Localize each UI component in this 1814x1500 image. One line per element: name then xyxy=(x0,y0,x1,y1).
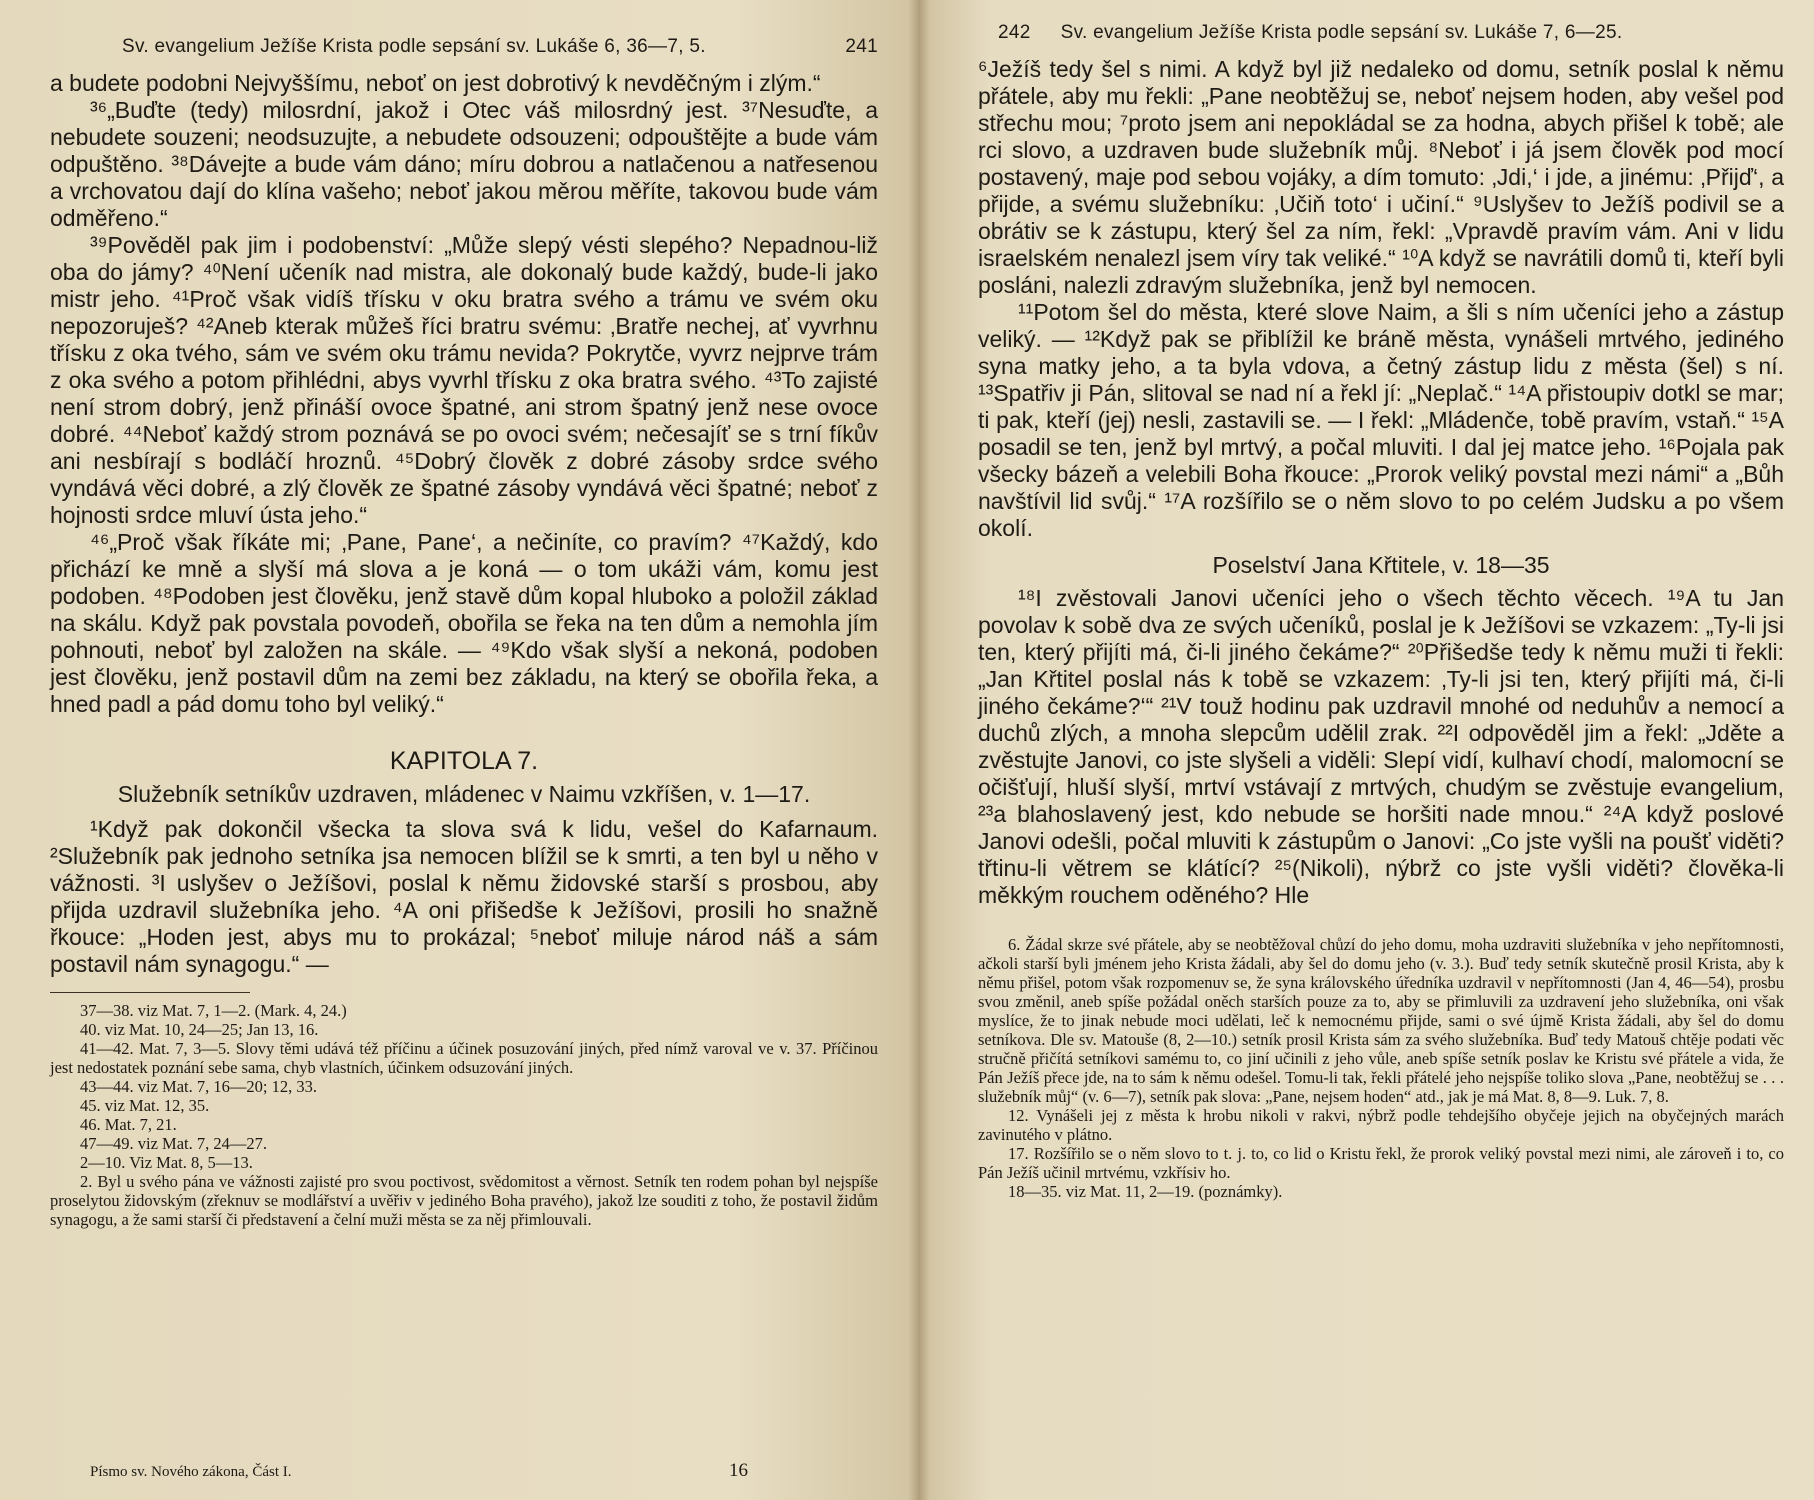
footnote: 47—49. viz Mat. 7, 24—27. xyxy=(80,1134,267,1153)
paragraph: ¹⁸I zvěstovali Janovi učeníci jeho o všech těchto věcech. ¹⁹A tu Jan povolav k sobě dva ze svých učeníků, poslal je k Ježíšovi se vzkazem: „Ty-li jsi ten, který přijíti má, či-li jiného čekáme?“ ²⁰Přišedše tedy k němu muži ti řekli: „Jan Křtitel poslal nás k tobě se vzkazem: ‚Ty-li jsi ten, který přijíti má, či-li jiného čekáme?‘“ ²¹V touž hodinu pak uzdravil mnohé od neduhův a nemocí a duchů zlých, a mnoha slepcům udělil zrak. ²²I odpověděl jim a řekl: „Jděte a zvěstujte Janovi, co jste slyšeli a viděli: Slepí vidí, kulhaví chodí, malomocní se očišťují, hluší slyší, mrtví vstávají z mrtvých, chudým se zvěstuje evangelium, ²³a blahoslavený jest, kdo nebude se horšiti nade mnou.“ ²⁴A když poslové Janovi odešli, počal mluviti k zástupům o Janovi: „Co jste vyšli na poušť viděti? třtinu-li větrem se klátící? ²⁵(Nikoli), nýbrž co jste vyšli viděti? člověka-li měkkým rouchem oděného? Hle xyxy=(978,585,1784,908)
chapter-heading: KAPITOLA 7. xyxy=(389,747,539,775)
paragraph: ³⁹Pověděl pak jim i podobenství: „Může slepý vésti slepého? Nepadnou-liž oba do jámy? ⁴⁰Není učeník nad mistra, ale dokonalý bude každý, bude-li jako mistr jeho. ⁴¹Proč však vidíš třísku v oku bratra svého a trámu ve svém oku nepozoruješ? ⁴²Aneb kterak můžeš říci bratru svému: ‚Bratře nechej, ať vyvrhnu třísku z oka tvého, sám ve svém oku trámu nevida? Pokrytče, vyvrz nejprve trám z oka svého a potom přihlédni, abys vyvrhl třísku z oka bratra svého. ⁴³To zajisté není strom dobrý, jenž přináší ovoce špatné, ani strom špatný jenž nese ovoce dobré. ⁴⁴Neboť každý strom poznává se po ovoci svém; nečesajíť se s trní fíkův ani nesbírají s bodláčí hroznů. ⁴⁵Dobrý člověk z dobré zásoby srdce svého vyndává věci dobré, a zlý člověk ze špatné zásoby vyndává věci špatné; neboť z hojnosti srdce mluví ústa jeho.“ xyxy=(50,232,878,528)
right-page-header xyxy=(978,18,1784,44)
paragraph: a budete podobni Nejvyššímu, neboť on jest dobrotivý k nevděčným i zlým.“ xyxy=(50,70,821,96)
paragraph: ³⁶„Buďte (tedy) milosrdní, jakož i Otec váš milosrdný jest. ³⁷Nesuďte, a nebudete souzeni; neodsuzujte, a nebudete odsouzeni; odpouštějte a bude vám odpuštěno. ³⁸Dávejte a bude vám dáno; míru dobrou a natlačenou a natřesenou a vrchovatou dají do klína vašeho; neboť jakou měrou měříte, takovou bude vám odměřeno.“ xyxy=(50,97,878,231)
footnote: 45. viz Mat. 12, 35. xyxy=(80,1096,210,1115)
section-heading: Poselství Jana Křtitele, v. 18—35 xyxy=(1212,552,1550,578)
left-page-header xyxy=(50,30,878,58)
left-body-text xyxy=(50,70,878,978)
footnote: 12. Vynášeli jej z města k hrobu nikoli v rakvi, nýbrž podle tehdejšího obyčeje jejich na obyčejných marách zavinutého v plátno. xyxy=(978,1106,1784,1144)
paragraph: ¹Když pak dokončil všecka ta slova svá k lidu, vešel do Kafarnaum. ²Služebník pak jednoho setníka jsa nemocen blížil se k smrti, a ten byl u něho v vážnosti. ³I uslyšev o Ježíšovi, poslal k němu židovské starší s prosbou, aby přijda uzdravil služebníka jeho. ⁴A oni přišedše k Ježíšovi, prosili ho snažně řkouce: „Hoden jest, abys mu to prokázal; ⁵neboť miluje národ náš a sám postavil nám synagogu.“ — xyxy=(50,816,878,977)
footnote: 46. Mat. 7, 21. xyxy=(80,1115,177,1134)
footnote: 2—10. Viz Mat. 8, 5—13. xyxy=(80,1153,253,1172)
chapter-subheading: Služebník setníkův uzdraven, mládenec v Naimu vzkříšen, v. 1—17. xyxy=(117,781,811,807)
left-footnotes xyxy=(50,1001,878,1229)
footnote: 18—35. viz Mat. 11, 2—19. (poznámky). xyxy=(1008,1182,1283,1201)
left-page-number: 241 xyxy=(845,36,878,57)
footnote: 2. Byl u svého pána ve vážnosti zajisté pro svou poctivost, svědomitost a věrnost. Setník ten rodem pohan byl nejspíše proselytou židovským (zřeknuv se modlářství a uvěřiv v jediného Boha pravého), jakož lze souditi z toho, že postavil židům synagogu, a že sami starší či představení a čelní muži města se za něj přimlouvali. xyxy=(50,1172,878,1229)
footnote: 37—38. viz Mat. 7, 1—2. (Mark. 4, 24.) xyxy=(80,1001,347,1020)
book-gutter xyxy=(908,0,930,1500)
right-body-text xyxy=(978,56,1784,909)
right-running-title: Sv. evangelium Ježíše Krista podle sepsání sv. Lukáše 7, 6—25. xyxy=(1060,22,1623,43)
right-footnotes xyxy=(978,935,1784,1201)
footnote: 17. Rozšířilo se o něm slovo to t. j. to, co lid o Kristu řekl, že prorok veliký povstal mezi nimi, ale zároveň i to, co Pán Ježíš učinil mrtvému, vzkřísiv ho. xyxy=(978,1144,1784,1182)
left-running-title: Sv. evangelium Ježíše Krista podle sepsání sv. Lukáše 6, 36—7, 5. xyxy=(122,36,706,57)
footnote: 43—44. viz Mat. 7, 16—20; 12, 33. xyxy=(80,1077,317,1096)
right-page-number: 242 xyxy=(998,22,1031,43)
sheet-number: 16 xyxy=(729,1460,748,1481)
left-page-footer xyxy=(50,1460,878,1482)
footnote: 6. Žádal skrze své přátele, aby se neobtěžoval chůzí do jeho domu, moha uzdraviti služebníka v jeho nepřítomnosti, ačkoli starší byli jménem jeho Krista žádali, aby šel do domu jeho (v. 3.). Buď tedy setník skutečně prosil Krista, aby k němu přišel, potom však rozpomenuv se, že syna královského úředníka uzdravil v nepřítomnosti (Jan 4, 46—54), prosbu svou změnil, aneb spíše požádal oněch starších pouze za to, aby se přimluvili za uzdravení jeho služebníka, oni však myslíce, že to jinak nebude moci udělati, leč k nemocnému přijde, sami o své újmě Krista žádali, aby šel do domu setníkova. Dle sv. Matouše (8, 2—10.) setník prosil Krista sám za svého služebníka. Buď tedy Matouš chtěje podati věc stručně přičítá setníkovi samému to, co jiní učinili z jeho vůle, aneb spíše setník poslav ke Kristu své přátele a vida, že Pán Ježíš přece jde, na to sám k němu odešel. Tomu-li tak, řekli přátelé jeho nejspíše toliko slova „Pane, neobtěžuj se . . . služebník můj“ (v. 6—7), setník pak slova: „Pane, nejsem hoden“ atd., jak je má Mat. 8, 8—9. Luk. 7, 8. xyxy=(978,935,1784,1106)
paragraph: ⁶Ježíš tedy šel s nimi. A když byl již nedaleko od domu, setník poslal k němu přátele, aby mu řekli: „Pane neobtěžuj se, neboť nejsem hoden, aby vešel pod střechu mou; ⁷proto jsem ani nepokládal se za hodna, abych přišel k tobě; ale rci slovo, a uzdraven bude služebník můj. ⁸Neboť i já jsem člověk pod mocí postavený, maje pod sebou vojáky, a dím tomuto: ‚Jdi,‘ i jde, a jinému: ‚Přijď‘, a přijde, a svému služebníku: ‚Učiň toto‘ i učiní.“ ⁹Uslyšev to Ježíš podivil se a obrátiv se k zástupu, který šel za ním, řekl: „Vpravdě pravím vám. Ani v lidu israelském nenalezl jsem víry tak veliké.“ ¹⁰A když se navrátili domů ti, kteří byli posláni, nalezli zdravým služebníka, jenž byl nemocen. xyxy=(978,56,1784,298)
footnote-rule xyxy=(50,992,250,993)
paragraph: ¹¹Potom šel do města, které slove Naim, a šli s ním učeníci jeho a zástup veliký. — ¹²Když pak se přiblížil ke bráně města, vynášeli mrtvého, jediného syna matky jeho, a ta byla vdova, a četný zástup lidu z města (šel) s ní. ¹³Spatřiv ji Pán, slitoval se nad ní a řekl jí: „Neplač.“ ¹⁴A přistoupiv dotkl se mar; ti pak, kteří (jej) nesli, zastavili se. — I řekl: „Mládenče, tobě pravím, vstaň.“ ¹⁵A posadil se ten, jenž byl mrtvý, a počal mluviti. I dal jej matce jeho. ¹⁶Pojala pak všecky bázeň a velebili Boha řkouce: „Prorok veliký povstal mezi námi“ a „Bůh navštívil lid svůj.“ ¹⁷A rozšířilo se o něm slovo to po celém Judsku a po všem okolí. xyxy=(978,299,1784,541)
printer-signature: Písmo sv. Nového zákona, Část I. xyxy=(90,1464,292,1480)
paragraph: ⁴⁶„Proč však říkáte mi; ‚Pane, Pane‘, a nečiníte, co pravím? ⁴⁷Každý, kdo přichází ke mně a slyší má slova a je koná — o tom ukáži vám, komu jest podoben. ⁴⁸Podoben jest člověku, jenž stavě dům kopal hluboko a položil základ na skálu. Když pak povstala povodeň, obořila se řeka na ten dům a nemohla jím pohnouti, neboť byl založen na skále. — ⁴⁹Kdo však slyší a nekoná, podoben jest člověku, jenž postavil dům na zemi bez základu, na který se obořila řeka, a hned padl a pád domu toho byl veliký.“ xyxy=(50,529,878,717)
footnote: 41—42. Mat. 7, 3—5. Slovy těmi udává též příčinu a účinek posuzování jiných, před nímž varoval ve v. 37. Příčinou jest nedostatek poznání sebe sama, chyb vlastních, účinkem odsuzování jiných. xyxy=(50,1039,878,1077)
footnote: 40. viz Mat. 10, 24—25; Jan 13, 16. xyxy=(80,1020,319,1039)
right-page xyxy=(918,0,1814,1500)
